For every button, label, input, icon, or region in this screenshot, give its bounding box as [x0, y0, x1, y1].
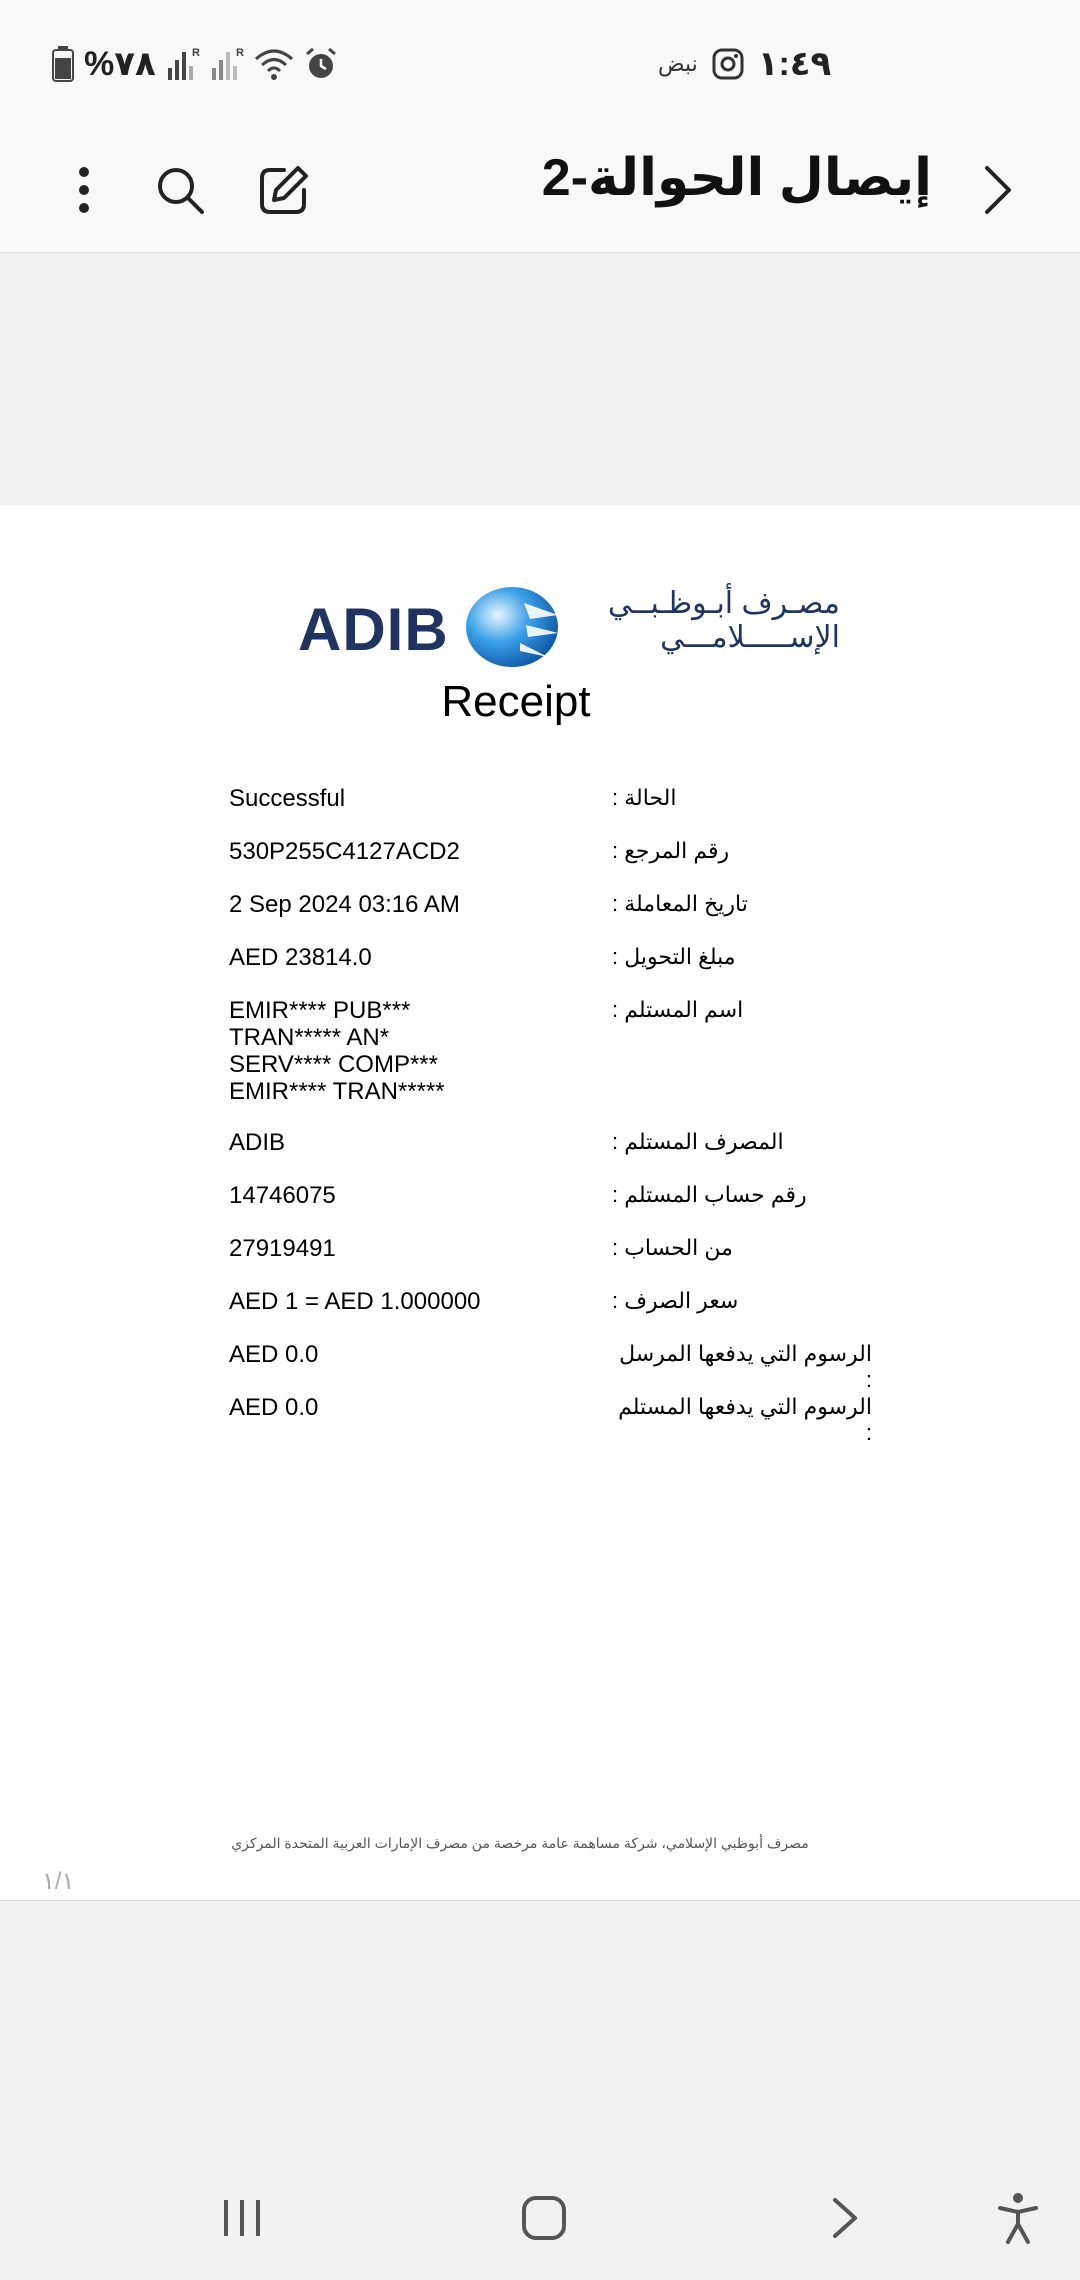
page-title: إيصال الحوالة-2 — [541, 149, 932, 207]
accessibility-button[interactable] — [988, 2188, 1048, 2248]
from-account-value: 27919491 — [229, 1235, 336, 1262]
wifi-icon — [254, 47, 294, 81]
viewer-background — [0, 253, 1080, 505]
logo-text-en: ADIB — [298, 596, 449, 663]
date-value: 2 Sep 2024 03:16 AM — [229, 891, 460, 918]
battery-percent: %٧٨ — [84, 45, 156, 83]
document-footer: مصرف أبوظبي الإسلامي، شركة مساهمة عامة مرخصة من مصرف الإمارات العربية المتحدة المركزي — [231, 1835, 809, 1851]
recipient-bank-value: ADIB — [229, 1129, 286, 1156]
signal-icon — [210, 46, 244, 82]
recipient-name-value: EMIR**** PUB*** TRAN***** AN* SERV**** COMP*** EMIR**** TRAN***** — [229, 997, 445, 1105]
status-right — [658, 44, 831, 84]
recent-apps-icon — [220, 2198, 264, 2238]
battery-icon — [52, 46, 74, 82]
viewer-background-bottom — [0, 1900, 1080, 2151]
exchange-rate-value: AED 1 = AED 1.000000 — [229, 1288, 481, 1315]
back-button[interactable] — [962, 154, 1034, 226]
home-icon — [521, 2195, 567, 2241]
app-bar — [0, 130, 1080, 253]
status-bar — [0, 0, 1080, 130]
home-button[interactable] — [514, 2188, 574, 2248]
recent-apps-button[interactable] — [212, 2188, 272, 2248]
instagram-icon — [712, 48, 744, 80]
back-nav-button[interactable] — [816, 2188, 876, 2248]
adib-globe-icon — [464, 585, 560, 669]
sender-fees-value: AED 0.0 — [229, 1341, 319, 1368]
clock: ١:٤٩ — [757, 45, 832, 83]
status-left — [52, 44, 338, 84]
alarm-icon — [304, 47, 338, 81]
back-icon — [831, 2196, 861, 2240]
svg-text:R: R — [235, 47, 244, 59]
bank-logo — [298, 583, 838, 673]
logo-text-ar — [580, 587, 840, 655]
notification-label: نبض — [658, 51, 698, 76]
edit-button[interactable] — [248, 154, 320, 226]
amount-value: AED 23814.0 — [229, 944, 372, 971]
reference-value: 530P255C4127ACD2 — [229, 838, 460, 865]
signal-icon — [166, 46, 200, 82]
svg-text:R: R — [191, 47, 200, 59]
logo-text-ar-line2: الإســـــلامـــي — [660, 621, 840, 654]
document-page[interactable]: ADIB مصـرف أبـوظـبــي الإســـــلامـــي Receipt Successful الحالة : 530P255C4127ACD2 رقم المرجع : 2 Sep 2024 03:16 AM تاريخ المعاملة : AED 23814.0 مبلغ التحويل : EMIR**** PUB*** TRAN***** AN* SERV**** COMP*** EMIR**** TRAN***** اسم المستلم : ADIB المصرف المستلم : 14746075 رقم حساب المستلم : 27919491 من الحساب : AED 1 = AED 1.000000 سعر الصرف : AED 0.0 الرسوم التي يدفعها المرسل : AED 0.0 الرسوم التي يدفعها المستلم : مصرف أبوظبي الإسلامي، شركة مساهمة عامة مرخصة من مصرف الإمارات العربية المتحدة المركزي ١/١ — [0, 505, 1080, 1900]
back-chevron-icon — [983, 164, 1013, 216]
system-nav-bar — [0, 2150, 1080, 2280]
search-button[interactable] — [144, 154, 216, 226]
more-options-button[interactable] — [48, 154, 120, 226]
receipt-title: Receipt — [441, 677, 591, 726]
page-indicator: ١/١ — [42, 1868, 75, 1895]
more-vertical-icon — [78, 166, 90, 214]
status-value: Successful — [229, 785, 346, 812]
recipient-fees-value: AED 0.0 — [229, 1394, 319, 1421]
search-icon — [155, 165, 205, 215]
accessibility-icon — [996, 2192, 1040, 2244]
edit-icon — [258, 164, 310, 216]
logo-text-ar-line1: مصـرف أبـوظـبــي — [607, 587, 840, 620]
recipient-account-value: 14746075 — [229, 1182, 336, 1209]
